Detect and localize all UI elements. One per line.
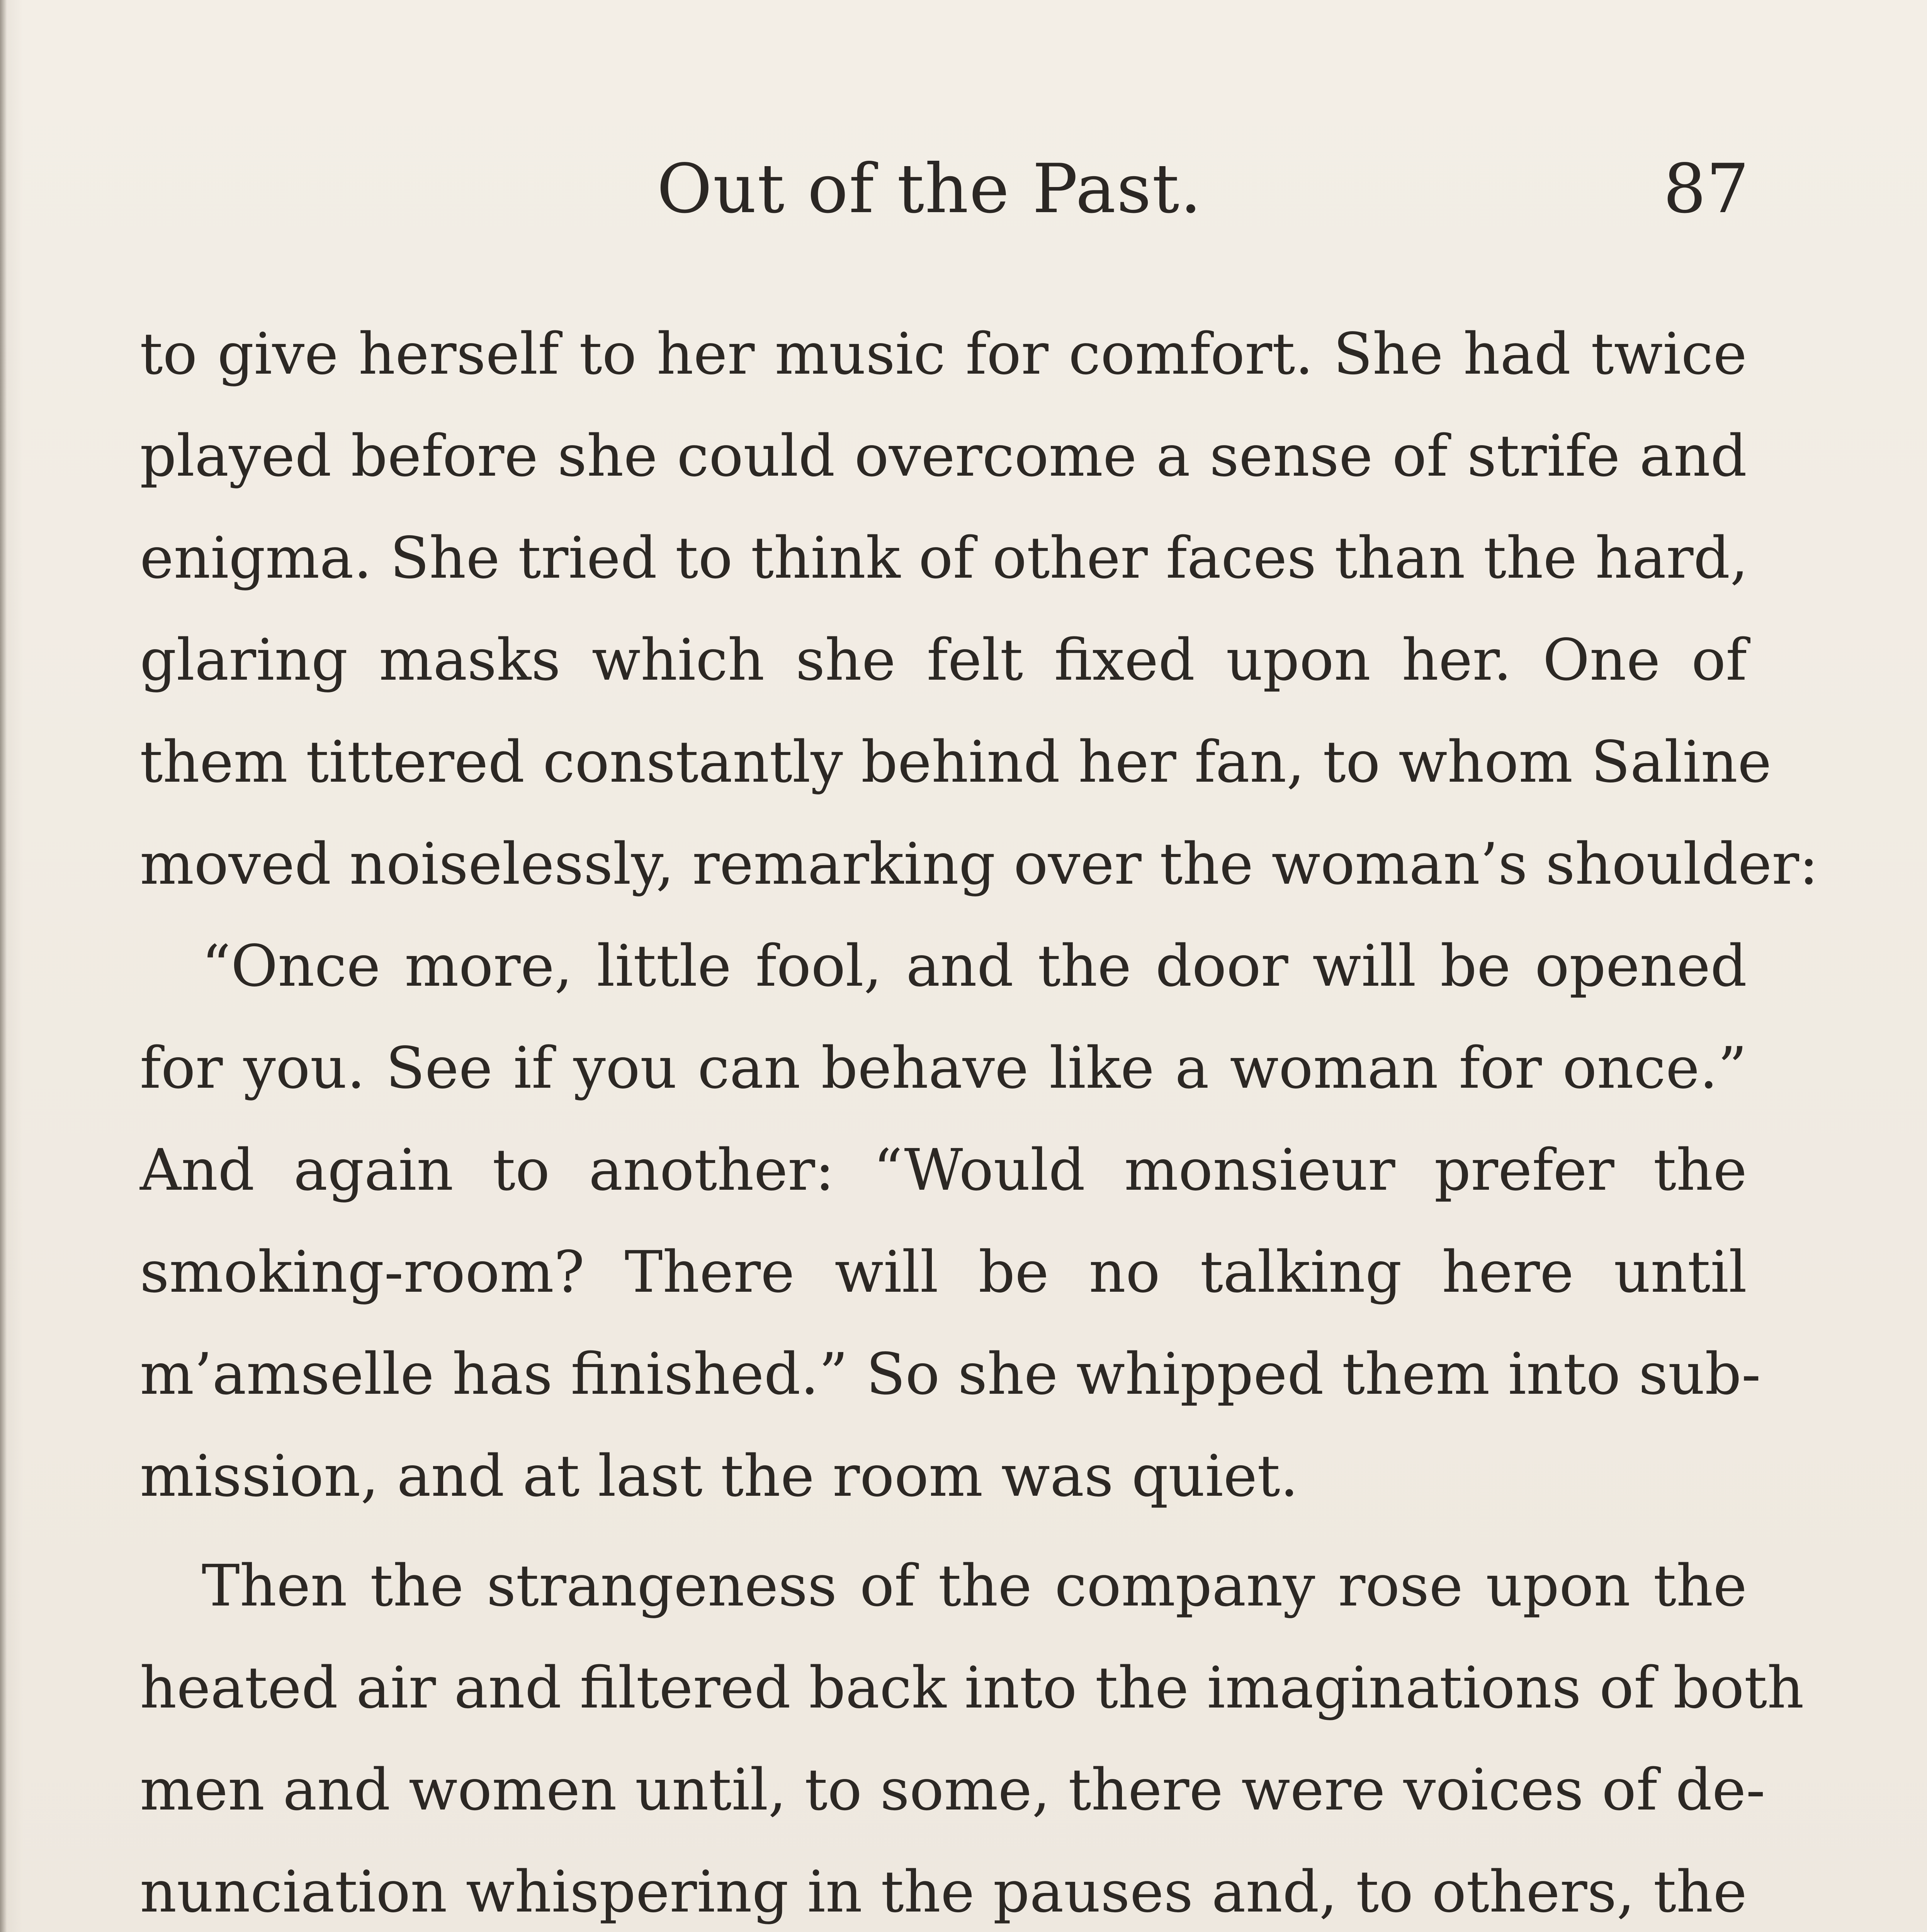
paragraph-gap bbox=[140, 1527, 1747, 1535]
text-line: “Once more, little fool, and the door will be opened bbox=[202, 933, 1747, 999]
running-title: Out of the Past. bbox=[657, 150, 1203, 228]
text-line: And again to another: “Would monsieur prefer the bbox=[140, 1137, 1747, 1203]
page-body-text bbox=[140, 303, 1818, 1932]
text-line: moved noiselessly, remarking over the woman’s shoulder: bbox=[140, 831, 1818, 897]
text-line: heated air and filtered back into the imaginations of both bbox=[140, 1655, 1804, 1721]
page-number: 87 bbox=[1663, 150, 1749, 228]
running-header bbox=[0, 139, 1927, 240]
text-line: them tittered constantly behind her fan, to whom Saline bbox=[140, 729, 1772, 795]
text-line: to give herself to her music for comfort. She had twice bbox=[140, 321, 1747, 387]
text-line: played before she could overcome a sense of strife and bbox=[140, 423, 1747, 489]
text-line: glaring masks which she felt fixed upon her. One of bbox=[140, 627, 1747, 693]
page-binding-edge bbox=[0, 0, 7, 1932]
text-line: men and women until, to some, there were voices of de- bbox=[140, 1757, 1766, 1823]
text-line: enigma. She tried to think of other faces than the hard, bbox=[140, 525, 1749, 591]
text-line: Then the strangeness of the company rose upon the bbox=[202, 1553, 1747, 1619]
text-line: m’amselle has finished.” So she whipped them into sub- bbox=[140, 1341, 1761, 1407]
text-line: smoking-room? There will be no talking here until bbox=[140, 1239, 1747, 1305]
text-line: for you. See if you can behave like a woman for once.” bbox=[140, 1035, 1747, 1101]
text-line: mission, and at last the room was quiet. bbox=[140, 1443, 1298, 1509]
text-line: nunciation whispering in the pauses and, to others, the bbox=[140, 1859, 1747, 1925]
